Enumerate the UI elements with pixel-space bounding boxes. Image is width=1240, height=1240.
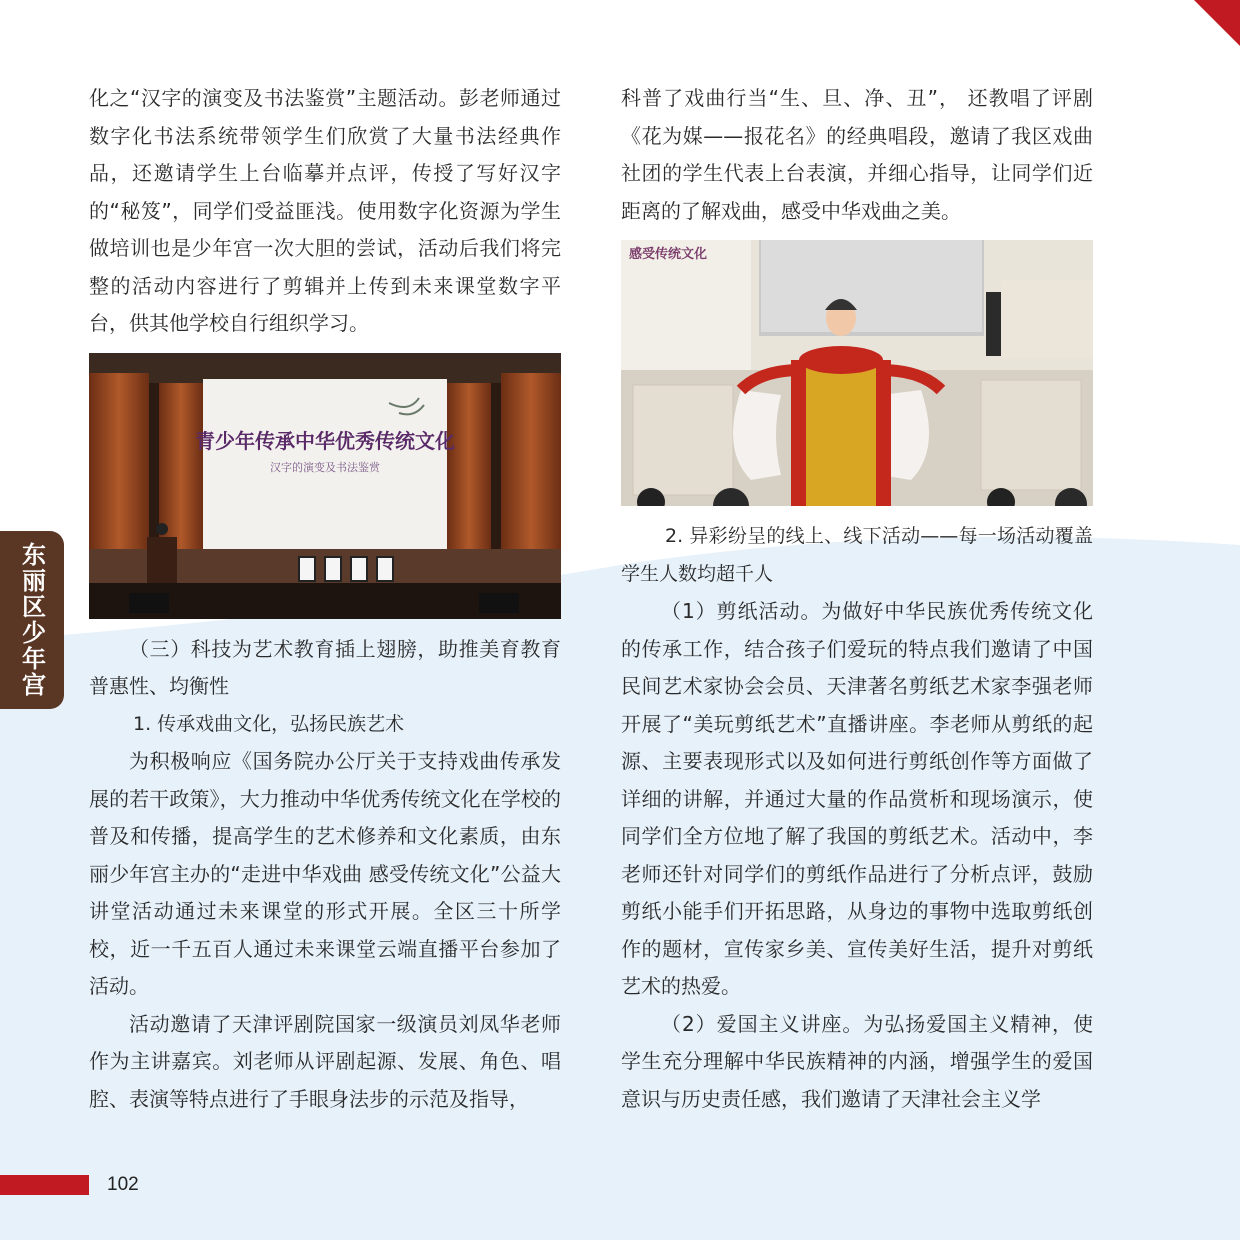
screen-title: 感受传统文化: [629, 247, 708, 262]
body-paragraph: 科普了戏曲行当“生、旦、净、丑”， 还教唱了评剧《花为媒——报花名》的经典唱段，邀请了我区戏曲社团的学生代表上台表演，并细心指导，让同学们近距离的了解戏曲，感受中华戏曲之美。: [621, 86, 1093, 223]
opera-photo: [621, 240, 1093, 506]
body-paragraph: 为积极响应《国务院办公厅关于支持戏曲传承发展的若干政策》，大力推动中华优秀传统文化在学校的普及和传播，提高学生的艺术修养和文化素质，由东丽少年宫主办的“走进中华戏曲 感受传统文化”公益大讲堂活动通过未来课堂的形式开展。全区三十所学校，近一千五百人通过未来课堂云端直播平台参加了活动。: [89, 749, 561, 998]
section-heading: （三）科技为艺术教育插上翅膀，助推美育教育普惠性、均衡性: [89, 636, 561, 698]
body-paragraph: （2）爱国主义讲座。为弘扬爱国主义精神，使学生充分理解中华民族精神的内涵，增强学生的爱国意识与历史责任感，我们邀请了天津社会主义学: [621, 1011, 1093, 1111]
body-paragraph: （1）剪纸活动。为做好中华民族优秀传统文化的传承工作，结合孩子们爱玩的特点我们邀请了中国民间艺术家协会会员、天津著名剪纸艺术家李强老师开展了“美玩剪纸艺术”直播讲座。李老师从剪纸的起源、主要表现形式以及如何进行剪纸创作等方面做了详细的讲解，并通过大量的作品赏析和现场演示，使同学们全方位地了解了我国的剪纸艺术。活动中，李老师还针对同学们的剪纸作品进行了分析点评，鼓励剪纸小能手们开拓思路，从身边的事物中选取剪纸创作的题材，宣传家乡美、宣传美好生活，提升对剪纸艺术的热爱。: [621, 599, 1093, 998]
page-number-bar: [0, 1175, 89, 1195]
subsection-heading: 1. 传承戏曲文化，弘扬民族艺术: [133, 712, 405, 735]
corner-accent: [1194, 0, 1240, 46]
subsection-heading: 2. 异彩纷呈的线上、线下活动——每一场活动覆盖学生人数均超千人: [621, 525, 1093, 585]
body-paragraph: 化之“汉字的演变及书法鉴赏”主题活动。彭老师通过数字化书法系统带领学生们欣赏了大量书法经典作品，还邀请学生上台临摹并点评，传授了写好汉字的“秘笈”，同学们受益匪浅。使用数字化资源为学生做培训也是少年宫一次大胆的尝试，活动后我们将完整的活动内容进行了剪辑并上传到未来课堂数字平台，供其他学校自行组织学习。: [89, 86, 561, 335]
screen-subtitle: 汉字的演变及书法鉴赏: [270, 460, 380, 474]
side-tab-label: 东丽区少年宫: [17, 542, 46, 698]
left-column: [89, 80, 561, 1118]
body-paragraph: 活动邀请了天津评剧院国家一级演员刘凤华老师作为主讲嘉宾。刘老师从评剧起源、发展、角色、唱腔、表演等特点进行了手眼身法步的示范及指导，: [89, 1011, 561, 1111]
side-tab: [0, 531, 64, 709]
page-number: 102: [107, 1174, 139, 1195]
stage-photo: [89, 353, 561, 619]
screen-title: 青少年传承中华优秀传统文化: [195, 428, 455, 453]
right-column: [621, 80, 1093, 1118]
